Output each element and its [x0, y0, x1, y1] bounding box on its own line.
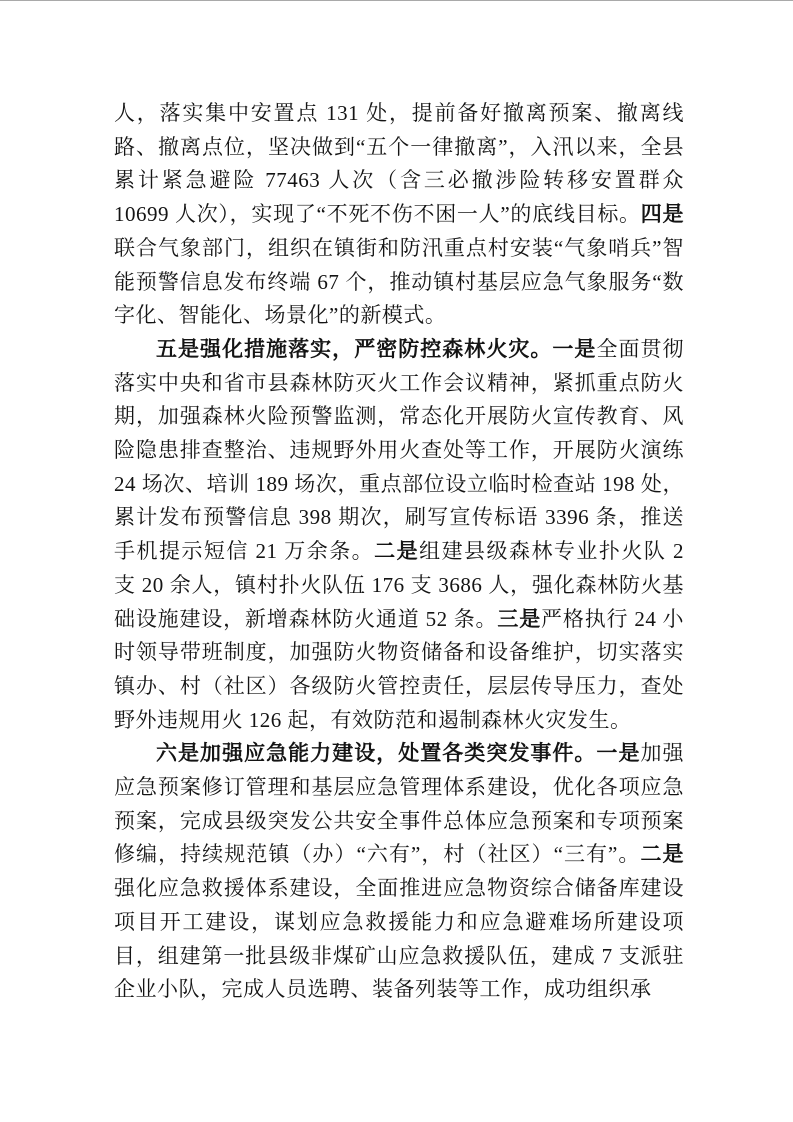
- para-flood-prevention-continuation: [114, 97, 684, 333]
- document-body: [114, 97, 684, 1007]
- bold-text-run: 三是: [497, 606, 542, 631]
- bold-text-run: 四是: [640, 202, 685, 227]
- text-run: 强化应急救援体系建设，全面推进应急物资综合储备库建设项目开工建设，谋划应急救援能力和应急避难场所建设项目，组建第一批县级非煤矿山应急救援队伍，建成 7 支派驻企业小队，完成人员选聘、装备列装等工作，成功组织承: [114, 876, 684, 1002]
- text-run: 组建县级森林专业扑火队 2 支 20 余人，镇村扑火队伍 176 支 3686 人，强化森林防火基础设施建设，新增森林防火通道 52 条。: [114, 539, 685, 631]
- bold-text-run: 二是: [640, 842, 685, 867]
- bold-text-run: 六是加强应急能力建设，处置各类突发事件。一是: [156, 741, 641, 766]
- page-top-edge: [0, 0, 793, 1]
- text-run: 严格执行 24 小时领导带班制度，加强防火物资储备和设备维护，切实落实镇办、村（社区）各级防火管控责任，层层传导压力，查处野外违规用火 126 起，有效防范和遏制森林火灾发生。: [114, 606, 685, 732]
- bold-text-run: 五是强化措施落实，严密防控森林火灾。一是: [156, 336, 597, 361]
- text-run: 人，落实集中安置点 131 处，提前备好撤离预案、撤离线路、撤离点位，坚决做到“五个一律撤离”，入汛以来，全县累计紧急避险 77463 人次（含三必撤涉险转移安置群众 10699 人次），实现了“不死不伤不困一人”的底线目标。: [114, 101, 684, 227]
- text-run: 全面贯彻落实中央和省市县森林防灭火工作会议精神，紧抓重点防火期，加强森林火险预警监测，常态化开展防火宣传教育、风险隐患排查整治、违规野外用火查处等工作，开展防火演练 24 场次、培训 189 场次，重点部位设立临时检查站 198 处，累计发布预警信息 398 期次，刷写宣传标语 3396 条，推送手机提示短信 21 万余条。: [114, 336, 685, 564]
- text-run: 加强应急预案修订管理和基层应急管理体系建设，优化各项应急预案，完成县级突发公共安全事件总体应急预案和专项预案修编，持续规范镇（办）“六有”，村（社区）“三有”。: [114, 741, 685, 867]
- para-emergency-capability-building: [114, 737, 684, 1007]
- text-run: 联合气象部门，组织在镇街和防汛重点村安装“气象哨兵”智能预警信息发布终端 67 个，推动镇村基层应急气象服务“数字化、智能化、场景化”的新模式。: [114, 235, 684, 328]
- bold-text-run: 二是: [374, 539, 420, 564]
- para-forest-fire-prevention: [114, 333, 684, 737]
